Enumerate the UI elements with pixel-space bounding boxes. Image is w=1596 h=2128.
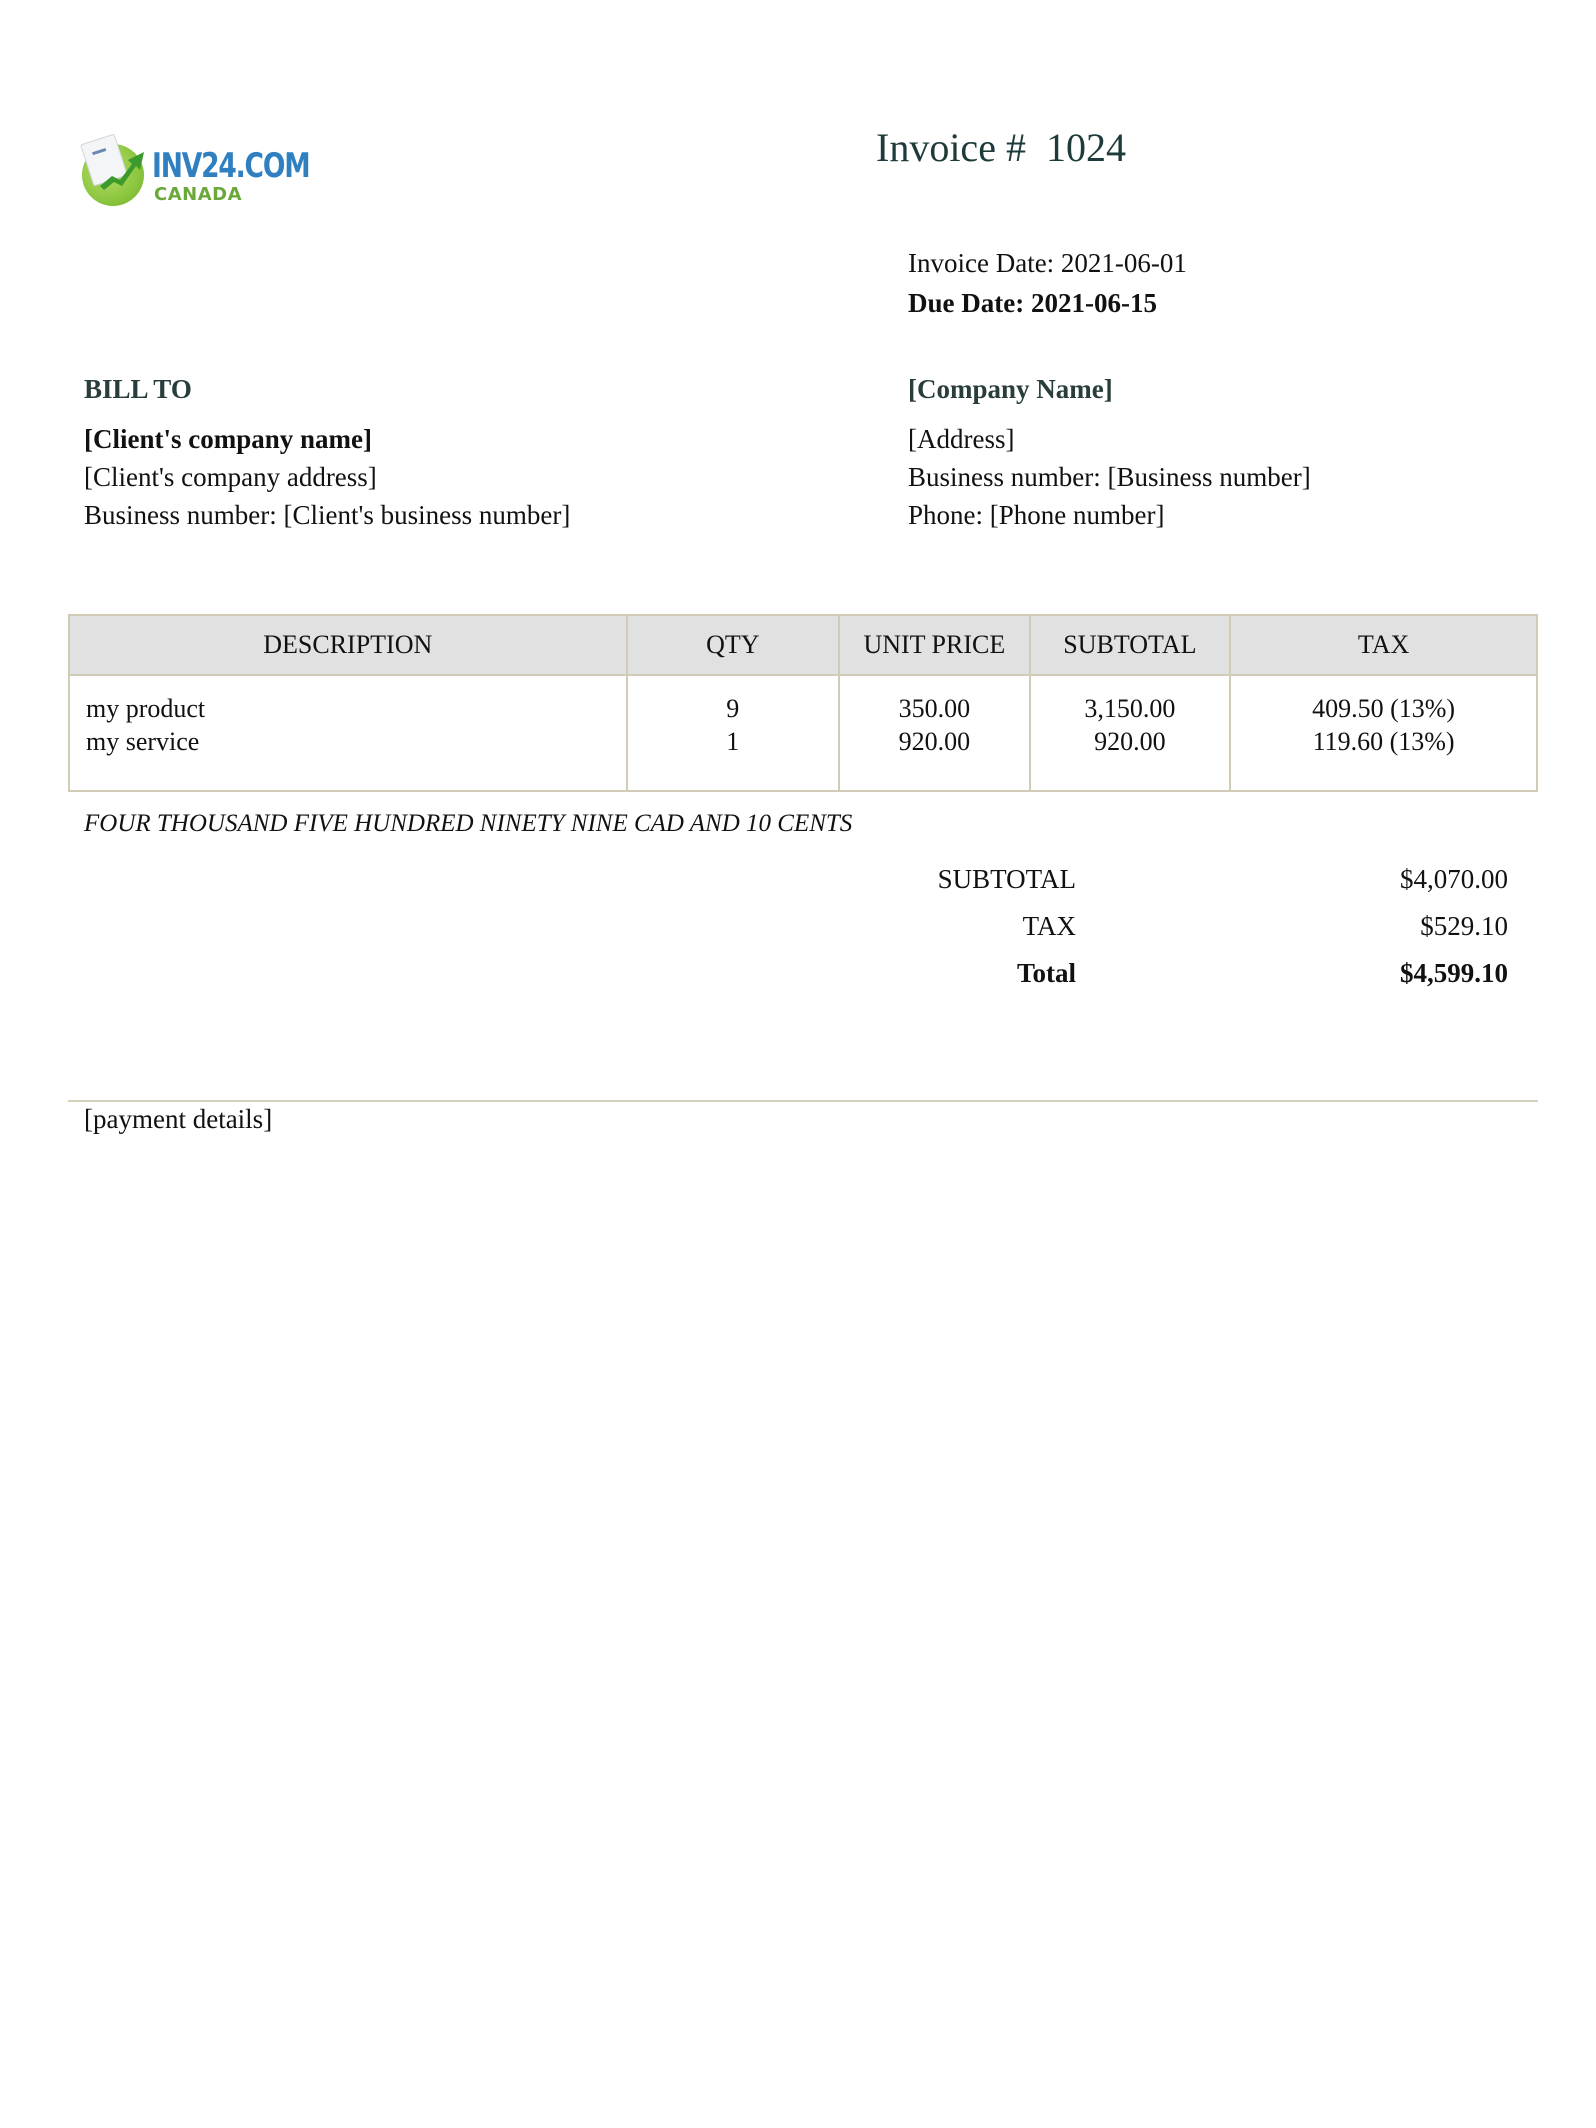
payment-details: [payment details] bbox=[84, 1104, 273, 1134]
seller-phone: Phone: [Phone number] bbox=[908, 500, 1165, 530]
column-header-description: DESCRIPTION bbox=[69, 615, 627, 675]
logo-region-text: CANADA bbox=[154, 184, 243, 205]
unit-price-cell bbox=[839, 675, 1030, 791]
item-unit-price: 350.00 bbox=[898, 694, 971, 723]
item-description: my product bbox=[86, 694, 206, 723]
item-tax: 409.50 (13%) bbox=[1312, 694, 1456, 723]
logo-brand-text: INV24.COM bbox=[152, 146, 310, 186]
subtotal-value: $4,070.00 bbox=[1400, 864, 1508, 894]
seller-address: [Address] bbox=[908, 424, 1015, 454]
invoice-title-prefix: Invoice # bbox=[876, 125, 1026, 170]
item-qty: 1 bbox=[726, 727, 740, 756]
amount-in-words: FOUR THOUSAND FIVE HUNDRED NINETY NINE CAD AND 10 CENTS bbox=[84, 810, 853, 837]
tax-value: $529.10 bbox=[1420, 911, 1508, 941]
invoice-number: 1024 bbox=[1045, 125, 1126, 170]
client-address: [Client's company address] bbox=[84, 462, 377, 492]
item-subtotal: 3,150.00 bbox=[1084, 694, 1176, 723]
column-header-unit-price: UNIT PRICE bbox=[839, 615, 1030, 675]
invoice-date: Invoice Date: 2021-06-01 bbox=[908, 248, 1187, 278]
invoice-title bbox=[876, 124, 1126, 171]
growth-arrow-icon bbox=[96, 142, 150, 192]
due-date: Due Date: 2021-06-15 bbox=[908, 288, 1157, 318]
item-unit-price: 920.00 bbox=[898, 727, 971, 756]
seller-company-name: [Company Name] bbox=[908, 374, 1113, 404]
item-tax: 119.60 (13%) bbox=[1312, 727, 1455, 756]
client-business-number: Business number: [Client's business number] bbox=[84, 500, 571, 530]
total-value: $4,599.10 bbox=[1400, 958, 1508, 988]
item-subtotal: 920.00 bbox=[1094, 727, 1166, 756]
line-items-table bbox=[68, 614, 1538, 792]
item-qty: 9 bbox=[726, 694, 740, 723]
description-cell bbox=[69, 675, 627, 791]
total-label: Total bbox=[1016, 958, 1076, 988]
tax-label: TAX bbox=[1022, 911, 1076, 941]
column-header-subtotal: SUBTOTAL bbox=[1030, 615, 1231, 675]
column-header-tax: TAX bbox=[1230, 615, 1537, 675]
tax-cell bbox=[1230, 675, 1537, 791]
bill-to-heading: BILL TO bbox=[84, 374, 192, 404]
table-row bbox=[69, 675, 1537, 791]
company-logo bbox=[80, 132, 310, 212]
column-header-qty: QTY bbox=[627, 615, 840, 675]
seller-business-number: Business number: [Business number] bbox=[908, 462, 1311, 492]
client-company-name: [Client's company name] bbox=[84, 424, 372, 454]
table-header-row bbox=[69, 615, 1537, 675]
qty-cell bbox=[627, 675, 840, 791]
footer-divider bbox=[68, 1100, 1538, 1102]
subtotal-cell bbox=[1030, 675, 1231, 791]
item-description: my service bbox=[86, 727, 200, 756]
subtotal-label: SUBTOTAL bbox=[937, 864, 1076, 894]
